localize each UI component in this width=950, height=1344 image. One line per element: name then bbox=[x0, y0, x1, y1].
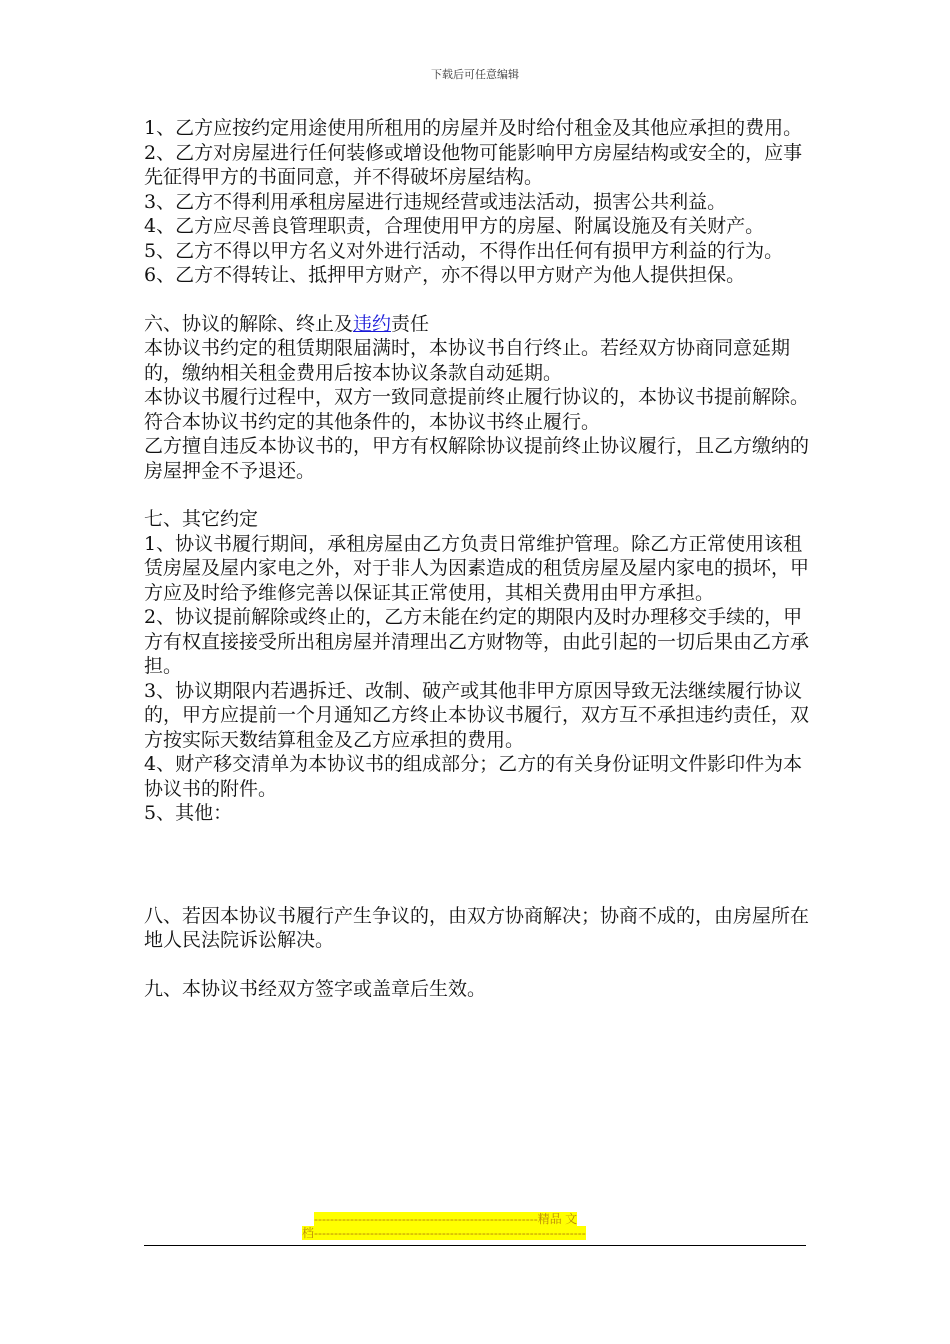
section-6-heading bbox=[144, 312, 814, 337]
footer-line-2: 档-------------------------------------------------------------------- bbox=[302, 1226, 586, 1240]
clause-5-6: 6、乙方不得转让、抵押甲方财产，亦不得以甲方财产为他人提供担保。 bbox=[144, 264, 746, 286]
spacer bbox=[144, 288, 814, 312]
clause-5-5: 5、乙方不得以甲方名义对外进行活动，不得作出任何有损甲方利益的行为。 bbox=[144, 239, 784, 262]
header-note: 下载后可任意编辑 bbox=[431, 68, 519, 81]
clause-7-5: 5、其他： bbox=[144, 802, 233, 824]
clause-7-3: 3、协议期限内若遇拆迁、改制、破产或其他非甲方原因导致无法继续履行协议的，甲方应提前一个月通知乙方终止本协议书履行，双方互不承担违约责任，双方按实际天数结算租金及乙方应承担的费用。 bbox=[144, 679, 810, 751]
breach-link[interactable]: 违约 bbox=[353, 312, 392, 335]
clause-5-2: 2、乙方对房屋进行任何装修或增设他物可能影响甲方房屋结构或安全的，应事先征得甲方的书面同意，并不得破坏房屋结构。 bbox=[144, 141, 803, 188]
section-6-heading-tail: 责任 bbox=[391, 312, 430, 335]
footer-line-1: --------------------------------------------------------精品 文 bbox=[314, 1212, 578, 1226]
clause-7-2: 2、协议提前解除或终止的，乙方未能在约定的期限内及时办理移交手续的，甲方有权直接接受所出租房屋并清理出乙方财物等，由此引起的一切后果由乙方承担。 bbox=[144, 606, 810, 677]
spacer bbox=[144, 483, 814, 507]
spacer bbox=[144, 953, 814, 977]
clause-7-1: 1、协议书履行期间，承租房屋由乙方负责日常维护管理。除乙方正常使用该租赁房屋及屋内家电之外，对于非人为因素造成的租赁房屋及屋内家电的损坏，甲方应及时给予维修完善以保证其正常使用，其相关费用由甲方承担。 bbox=[144, 532, 810, 604]
footer-watermark bbox=[302, 1212, 586, 1240]
section-7-heading: 七、其它约定 bbox=[144, 508, 259, 530]
clause-5-3: 3、乙方不得利用承租房屋进行违规经营或违法活动，损害公共利益。 bbox=[144, 190, 727, 213]
section-8: 八、若因本协议书履行产生争议的，由双方协商解决；协商不成的，由房屋所在地人民法院诉讼解决。 bbox=[144, 904, 810, 951]
clause-5-1: 1、乙方应按约定用途使用所租用的房屋并及时给付租金及其他应承担的费用。 bbox=[144, 117, 803, 139]
section-6-paragraph: 符合本协议书约定的其他条件的，本协议书终止履行。 bbox=[144, 410, 601, 433]
section-6-paragraph: 乙方擅自违反本协议书的，甲方有权解除协议提前终止协议履行，且乙方缴纳的房屋押金不予退还。 bbox=[144, 435, 810, 482]
footer-divider bbox=[144, 1245, 806, 1246]
section-6-heading-text: 六、协议的解除、终止及 bbox=[144, 312, 354, 335]
document-body bbox=[144, 116, 814, 1001]
clause-7-4: 4、财产移交清单为本协议书的组成部分；乙方的有关身份证明文件影印件为本协议书的附件。 bbox=[144, 753, 803, 800]
section-6-paragraph: 本协议书履行过程中，双方一致同意提前终止履行协议的，本协议书提前解除。 bbox=[144, 386, 810, 408]
clause-5-4: 4、乙方应尽善良管理职责，合理使用甲方的房屋、附属设施及有关财产。 bbox=[144, 215, 765, 237]
spacer bbox=[144, 826, 814, 904]
section-9: 九、本协议书经双方签字或盖章后生效。 bbox=[144, 977, 487, 1000]
section-6-paragraph: 本协议书约定的租赁期限届满时，本协议书自行终止。若经双方协商同意延期的，缴纳相关租金费用后按本协议条款自动延期。 bbox=[144, 337, 791, 384]
